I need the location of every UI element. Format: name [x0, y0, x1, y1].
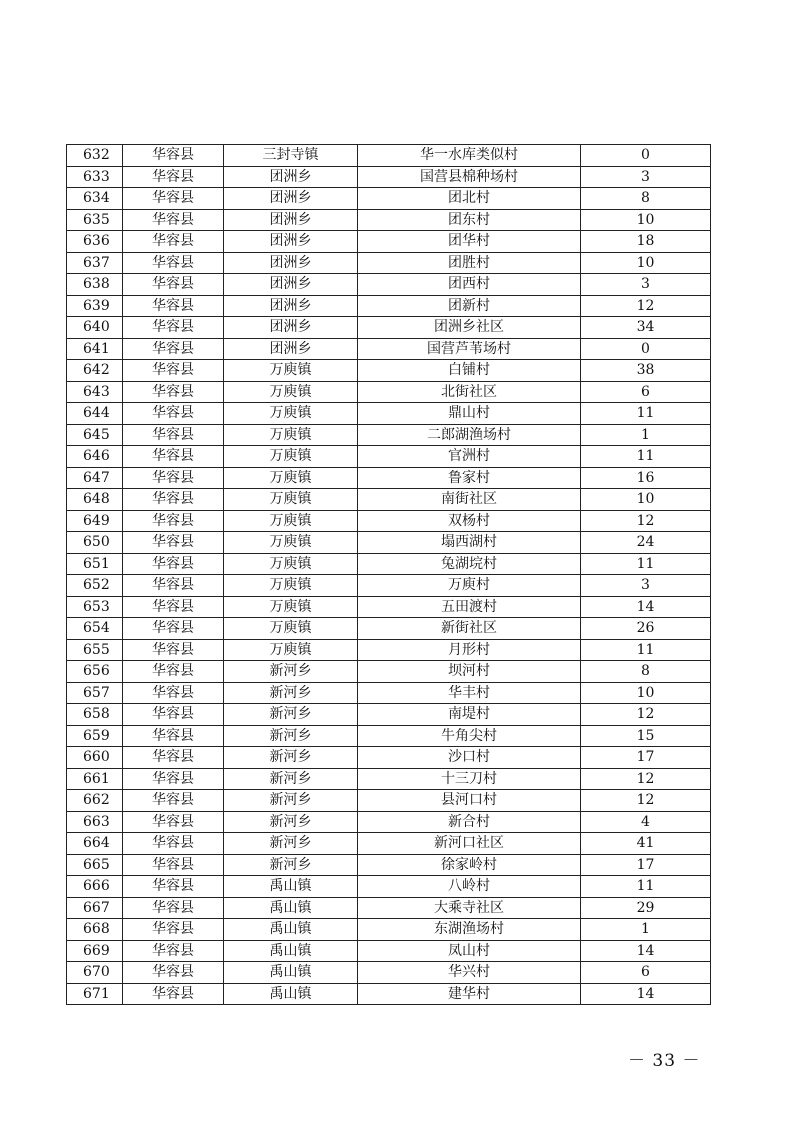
village-cell: 十三刀村: [358, 768, 581, 790]
town-cell: 新河乡: [224, 725, 358, 747]
row-number: 659: [67, 725, 123, 747]
village-cell: 团东村: [358, 209, 581, 231]
town-cell: 三封寺镇: [224, 145, 358, 167]
row-number: 646: [67, 446, 123, 468]
village-cell: 鲁家村: [358, 467, 581, 489]
row-number: 647: [67, 467, 123, 489]
count-cell: 10: [581, 682, 711, 704]
town-cell: 新河乡: [224, 854, 358, 876]
count-cell: 38: [581, 360, 711, 382]
county-cell: 华容县: [123, 231, 224, 253]
county-cell: 华容县: [123, 188, 224, 210]
table-row: [67, 833, 711, 855]
town-cell: 团洲乡: [224, 295, 358, 317]
table-body: [67, 145, 711, 1005]
count-cell: 11: [581, 553, 711, 575]
county-cell: 华容县: [123, 338, 224, 360]
county-cell: 华容县: [123, 833, 224, 855]
town-cell: 禹山镇: [224, 919, 358, 941]
village-cell: 月形村: [358, 639, 581, 661]
count-cell: 12: [581, 768, 711, 790]
count-cell: 6: [581, 962, 711, 984]
village-cell: 团新村: [358, 295, 581, 317]
row-number: 653: [67, 596, 123, 618]
table-row: [67, 295, 711, 317]
county-cell: 华容县: [123, 446, 224, 468]
village-cell: 团西村: [358, 274, 581, 296]
count-cell: 14: [581, 940, 711, 962]
count-cell: 3: [581, 274, 711, 296]
count-cell: 10: [581, 252, 711, 274]
town-cell: 万庾镇: [224, 532, 358, 554]
row-number: 662: [67, 790, 123, 812]
count-cell: 11: [581, 446, 711, 468]
table-row: [67, 575, 711, 597]
county-cell: 华容县: [123, 747, 224, 769]
village-cell: 华兴村: [358, 962, 581, 984]
county-cell: 华容县: [123, 661, 224, 683]
county-cell: 华容县: [123, 768, 224, 790]
county-cell: 华容县: [123, 704, 224, 726]
table-row: [67, 274, 711, 296]
count-cell: 3: [581, 575, 711, 597]
table-row: [67, 231, 711, 253]
village-table: [66, 144, 711, 1005]
county-cell: 华容县: [123, 532, 224, 554]
row-number: 634: [67, 188, 123, 210]
row-number: 643: [67, 381, 123, 403]
village-cell: 新街社区: [358, 618, 581, 640]
count-cell: 12: [581, 790, 711, 812]
county-cell: 华容县: [123, 166, 224, 188]
count-cell: 11: [581, 876, 711, 898]
village-cell: 八岭村: [358, 876, 581, 898]
count-cell: 8: [581, 188, 711, 210]
village-cell: 华丰村: [358, 682, 581, 704]
table-row: [67, 510, 711, 532]
count-cell: 0: [581, 145, 711, 167]
row-number: 658: [67, 704, 123, 726]
town-cell: 万庾镇: [224, 424, 358, 446]
village-cell: 官洲村: [358, 446, 581, 468]
count-cell: 12: [581, 704, 711, 726]
row-number: 670: [67, 962, 123, 984]
town-cell: 团洲乡: [224, 338, 358, 360]
village-cell: 团洲乡社区: [358, 317, 581, 339]
row-number: 663: [67, 811, 123, 833]
town-cell: 万庾镇: [224, 618, 358, 640]
row-number: 651: [67, 553, 123, 575]
county-cell: 华容县: [123, 295, 224, 317]
row-number: 636: [67, 231, 123, 253]
town-cell: 团洲乡: [224, 188, 358, 210]
row-number: 638: [67, 274, 123, 296]
county-cell: 华容县: [123, 575, 224, 597]
county-cell: 华容县: [123, 639, 224, 661]
row-number: 667: [67, 897, 123, 919]
town-cell: 团洲乡: [224, 231, 358, 253]
table-row: [67, 467, 711, 489]
table-row: [67, 145, 711, 167]
village-cell: 大乘寺社区: [358, 897, 581, 919]
count-cell: 10: [581, 489, 711, 511]
table-row: [67, 446, 711, 468]
town-cell: 禹山镇: [224, 983, 358, 1005]
row-number: 654: [67, 618, 123, 640]
row-number: 657: [67, 682, 123, 704]
county-cell: 华容县: [123, 919, 224, 941]
table-row: [67, 790, 711, 812]
count-cell: 14: [581, 596, 711, 618]
row-number: 650: [67, 532, 123, 554]
row-number: 635: [67, 209, 123, 231]
count-cell: 34: [581, 317, 711, 339]
count-cell: 10: [581, 209, 711, 231]
village-cell: 国营县棉种场村: [358, 166, 581, 188]
county-cell: 华容县: [123, 940, 224, 962]
county-cell: 华容县: [123, 553, 224, 575]
table-row: [67, 940, 711, 962]
row-number: 656: [67, 661, 123, 683]
village-cell: 华一水库类似村: [358, 145, 581, 167]
village-cell: 团胜村: [358, 252, 581, 274]
village-cell: 北街社区: [358, 381, 581, 403]
village-cell: 团华村: [358, 231, 581, 253]
village-cell: 凤山村: [358, 940, 581, 962]
count-cell: 3: [581, 166, 711, 188]
table-row: [67, 639, 711, 661]
town-cell: 万庾镇: [224, 403, 358, 425]
table-row: [67, 618, 711, 640]
count-cell: 16: [581, 467, 711, 489]
village-cell: 东湖渔场村: [358, 919, 581, 941]
town-cell: 团洲乡: [224, 252, 358, 274]
county-cell: 华容县: [123, 962, 224, 984]
table-row: [67, 854, 711, 876]
village-cell: 新河口社区: [358, 833, 581, 855]
row-number: 671: [67, 983, 123, 1005]
county-cell: 华容县: [123, 725, 224, 747]
village-cell: 兔湖垸村: [358, 553, 581, 575]
page-number: － 33 －: [628, 1051, 701, 1071]
town-cell: 团洲乡: [224, 274, 358, 296]
count-cell: 17: [581, 854, 711, 876]
row-number: 645: [67, 424, 123, 446]
village-cell: 五田渡村: [358, 596, 581, 618]
village-cell: 坝河村: [358, 661, 581, 683]
count-cell: 6: [581, 381, 711, 403]
table-row: [67, 919, 711, 941]
village-cell: 南街社区: [358, 489, 581, 511]
town-cell: 万庾镇: [224, 381, 358, 403]
count-cell: 17: [581, 747, 711, 769]
town-cell: 团洲乡: [224, 166, 358, 188]
row-number: 652: [67, 575, 123, 597]
county-cell: 华容县: [123, 897, 224, 919]
row-number: 637: [67, 252, 123, 274]
count-cell: 1: [581, 919, 711, 941]
count-cell: 0: [581, 338, 711, 360]
county-cell: 华容县: [123, 317, 224, 339]
town-cell: 新河乡: [224, 704, 358, 726]
table-row: [67, 962, 711, 984]
row-number: 632: [67, 145, 123, 167]
village-cell: 白铺村: [358, 360, 581, 382]
row-number: 664: [67, 833, 123, 855]
county-cell: 华容县: [123, 983, 224, 1005]
count-cell: 12: [581, 295, 711, 317]
village-cell: 二郎湖渔场村: [358, 424, 581, 446]
county-cell: 华容县: [123, 811, 224, 833]
village-cell: 塌西湖村: [358, 532, 581, 554]
table-row: [67, 403, 711, 425]
county-cell: 华容县: [123, 510, 224, 532]
row-number: 639: [67, 295, 123, 317]
count-cell: 11: [581, 403, 711, 425]
table-row: [67, 360, 711, 382]
town-cell: 万庾镇: [224, 639, 358, 661]
table-row: [67, 532, 711, 554]
village-cell: 沙口村: [358, 747, 581, 769]
county-cell: 华容县: [123, 618, 224, 640]
table-row: [67, 381, 711, 403]
town-cell: 万庾镇: [224, 360, 358, 382]
table-row: [67, 188, 711, 210]
town-cell: 团洲乡: [224, 317, 358, 339]
town-cell: 禹山镇: [224, 940, 358, 962]
table-row: [67, 317, 711, 339]
town-cell: 万庾镇: [224, 553, 358, 575]
table-row: [67, 553, 711, 575]
count-cell: 4: [581, 811, 711, 833]
town-cell: 万庾镇: [224, 489, 358, 511]
table-row: [67, 725, 711, 747]
county-cell: 华容县: [123, 489, 224, 511]
town-cell: 禹山镇: [224, 897, 358, 919]
village-cell: 团北村: [358, 188, 581, 210]
village-cell: 徐家岭村: [358, 854, 581, 876]
town-cell: 万庾镇: [224, 467, 358, 489]
table-row: [67, 704, 711, 726]
table-row: [67, 166, 711, 188]
county-cell: 华容县: [123, 682, 224, 704]
town-cell: 新河乡: [224, 790, 358, 812]
town-cell: 新河乡: [224, 811, 358, 833]
table-row: [67, 747, 711, 769]
row-number: 649: [67, 510, 123, 532]
count-cell: 41: [581, 833, 711, 855]
county-cell: 华容县: [123, 876, 224, 898]
town-cell: 团洲乡: [224, 209, 358, 231]
table-row: [67, 661, 711, 683]
village-cell: 南堤村: [358, 704, 581, 726]
table-row: [67, 876, 711, 898]
count-cell: 26: [581, 618, 711, 640]
table-row: [67, 768, 711, 790]
count-cell: 24: [581, 532, 711, 554]
town-cell: 新河乡: [224, 682, 358, 704]
county-cell: 华容县: [123, 596, 224, 618]
row-number: 633: [67, 166, 123, 188]
town-cell: 新河乡: [224, 747, 358, 769]
table-row: [67, 682, 711, 704]
row-number: 660: [67, 747, 123, 769]
row-number: 665: [67, 854, 123, 876]
town-cell: 万庾镇: [224, 510, 358, 532]
row-number: 669: [67, 940, 123, 962]
village-cell: 建华村: [358, 983, 581, 1005]
table-row: [67, 489, 711, 511]
town-cell: 万庾镇: [224, 596, 358, 618]
row-number: 644: [67, 403, 123, 425]
town-cell: 万庾镇: [224, 575, 358, 597]
table-row: [67, 897, 711, 919]
town-cell: 新河乡: [224, 661, 358, 683]
count-cell: 8: [581, 661, 711, 683]
row-number: 661: [67, 768, 123, 790]
row-number: 642: [67, 360, 123, 382]
county-cell: 华容县: [123, 209, 224, 231]
town-cell: 万庾镇: [224, 446, 358, 468]
count-cell: 18: [581, 231, 711, 253]
table-row: [67, 811, 711, 833]
county-cell: 华容县: [123, 424, 224, 446]
county-cell: 华容县: [123, 274, 224, 296]
town-cell: 禹山镇: [224, 962, 358, 984]
row-number: 641: [67, 338, 123, 360]
town-cell: 禹山镇: [224, 876, 358, 898]
county-cell: 华容县: [123, 381, 224, 403]
row-number: 655: [67, 639, 123, 661]
table-row: [67, 596, 711, 618]
town-cell: 新河乡: [224, 833, 358, 855]
count-cell: 14: [581, 983, 711, 1005]
village-cell: 新合村: [358, 811, 581, 833]
county-cell: 华容县: [123, 252, 224, 274]
county-cell: 华容县: [123, 854, 224, 876]
table-row: [67, 424, 711, 446]
county-cell: 华容县: [123, 145, 224, 167]
village-cell: 鼎山村: [358, 403, 581, 425]
count-cell: 1: [581, 424, 711, 446]
count-cell: 12: [581, 510, 711, 532]
village-cell: 双杨村: [358, 510, 581, 532]
county-cell: 华容县: [123, 467, 224, 489]
village-cell: 国营芦苇场村: [358, 338, 581, 360]
row-number: 648: [67, 489, 123, 511]
count-cell: 15: [581, 725, 711, 747]
table-row: [67, 252, 711, 274]
row-number: 640: [67, 317, 123, 339]
table-row: [67, 983, 711, 1005]
row-number: 668: [67, 919, 123, 941]
village-cell: 县河口村: [358, 790, 581, 812]
county-cell: 华容县: [123, 360, 224, 382]
row-number: 666: [67, 876, 123, 898]
table-row: [67, 338, 711, 360]
county-cell: 华容县: [123, 790, 224, 812]
village-cell: 牛角尖村: [358, 725, 581, 747]
table-row: [67, 209, 711, 231]
town-cell: 新河乡: [224, 768, 358, 790]
county-cell: 华容县: [123, 403, 224, 425]
count-cell: 11: [581, 639, 711, 661]
village-cell: 万庾村: [358, 575, 581, 597]
count-cell: 29: [581, 897, 711, 919]
